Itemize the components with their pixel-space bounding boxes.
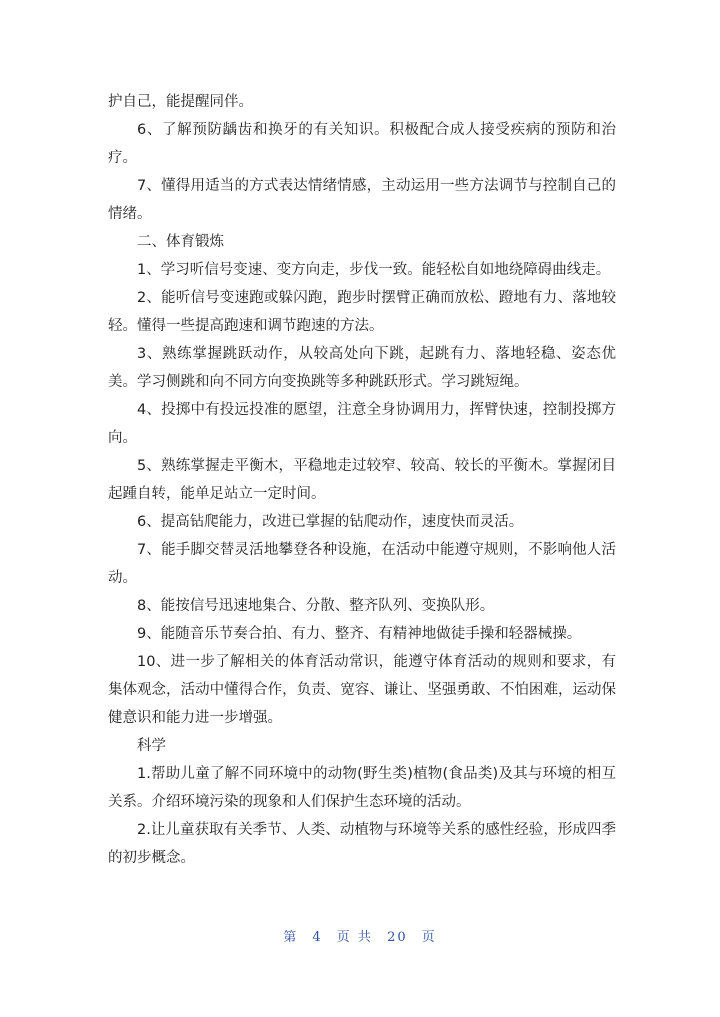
paragraph: 3、熟练掌握跳跃动作，从较高处向下跳，起跳有力、落地轻稳、姿态优美。学习侧跳和向不同方向变换跳等多种跳跃形式。学习跳短绳。 [108, 346, 616, 390]
paragraph: 8、能按信号迅速地集合、分散、整齐队列、变换队形。 [137, 598, 495, 614]
section-heading: 科学 [137, 738, 166, 754]
section-heading: 二、体育锻炼 [137, 234, 224, 250]
paragraph: 4、投掷中有投远投准的愿望，注意全身协调用力，挥臂快速，控制投掷方向。 [108, 402, 616, 446]
page-body [108, 88, 616, 872]
paragraph: 7、懂得用适当的方式表达情绪情感，主动运用一些方法调节与控制自己的情绪。 [108, 178, 616, 222]
footer-prefix: 第 [283, 930, 299, 945]
paragraph: 护自己，能提醒同伴。 [108, 94, 253, 110]
paragraph: 7、能手脚交替灵活地攀登各种设施，在活动中能遵守规则，不影响他人活动。 [108, 542, 616, 586]
paragraph: 1.帮助儿童了解不同环境中的动物(野生类)植物(食品类)及其与环境的相互关系。介绍环境污染的现象和人们保护生态环境的活动。 [108, 766, 616, 810]
current-page-number: 4 [312, 930, 323, 945]
paragraph: 1、学习听信号变速、变方向走，步伐一致。能轻松自如地绕障碍曲线走。 [137, 262, 611, 278]
paragraph: 2、能听信号变速跑或躲闪跑，跑步时摆臂正确而放松、蹬地有力、落地较轻。懂得一些提高跑速和调节跑速的方法。 [108, 290, 616, 334]
paragraph: 2.让儿童获取有关季节、人类、动植物与环境等关系的感性经验，形成四季的初步概念。 [108, 822, 616, 866]
total-pages-number: 20 [387, 930, 408, 945]
paragraph: 9、能随音乐节奏合拍、有力、整齐、有精神地做徒手操和轻器械操。 [137, 626, 582, 642]
page-footer [0, 926, 720, 945]
paragraph: 6、提高钻爬能力，改进已掌握的钻爬动作，速度快而灵活。 [137, 514, 524, 530]
paragraph: 6、了解预防龋齿和换牙的有关知识。积极配合成人接受疾病的预防和治疗。 [108, 122, 616, 166]
footer-middle: 页 共 [336, 930, 373, 945]
footer-suffix: 页 [421, 930, 437, 945]
paragraph: 10、进一步了解相关的体育活动常识，能遵守体育活动的规则和要求，有集体观念，活动中懂得合作，负责、宽容、谦让、坚强勇敢、不怕困难，运动保健意识和能力进一步增强。 [108, 654, 616, 726]
paragraph: 5、熟练掌握走平衡木，平稳地走过较窄、较高、较长的平衡木。掌握闭目起踵自转，能单足站立一定时间。 [108, 458, 616, 502]
